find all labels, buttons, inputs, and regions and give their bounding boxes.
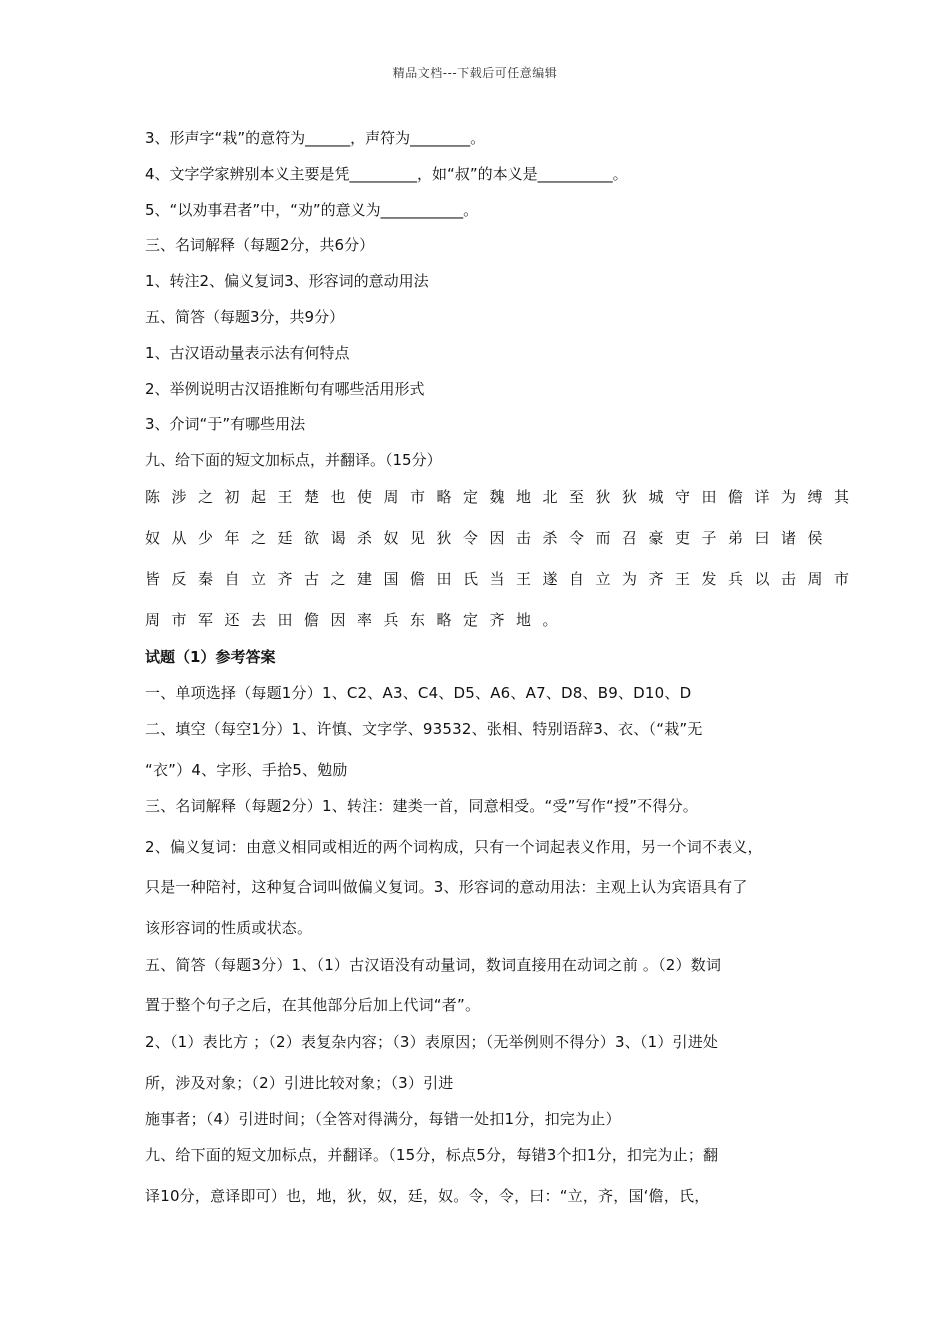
answer-line: 置于整个句子之后，在其他部分后加上代词“者”。 [145,996,481,1014]
answer-line: 五、简答（每题3分）1、（1）古汉语没有动量词，数词直接用在动词之前 。（2）数词 [145,956,722,974]
answer-line: “衣”）4、字形、手拾5、勉励 [145,761,348,779]
section-heading: 九、给下面的短文加标点，并翻译。（15分） [145,451,442,469]
question-line: 2、举例说明古汉语推断句有哪些活用形式 [145,380,425,398]
passage-line: 周市军还去田儋因率兵东略定齐地。 [145,611,570,629]
question-line: 1、古汉语动量表示法有何特点 [145,344,350,362]
answer-title: 试题（1）参考答案 [145,648,276,666]
passage-line: 皆反秦自立齐古之建国儋田氏当王遂自立为齐王发兵以击周市 [145,570,861,588]
answer-line: 三、名词解释（每题2分）1、转注：建类一首，同意相受。“受”写作“授”不得分。 [145,797,698,815]
section-heading: 三、名词解释（每题2分，共6分） [145,236,375,254]
question-line: 3、介词“于”有哪些用法 [145,415,306,433]
answer-line: 所，涉及对象；（2）引进比较对象；（3）引进 [145,1074,454,1092]
answer-line: 一、单项选择（每题1分）1、C2、A3、C4、D5、A6、A7、D8、B9、D10、D [145,684,692,702]
question-line: 3、形声字“栽”的意符为______，声符为________。 [145,129,486,147]
answer-line: 2、（1）表比方 ；（2）表复杂内容；（3）表原因；（无举例则不得分）3、（1）引进处 [145,1033,719,1051]
section-heading: 五、简答（每题3分，共9分） [145,308,345,326]
answer-line: 二、填空（每空1分）1、许慎、文字学、93532、张相、特别语辞3、衣、（“栽”无 [145,720,703,738]
page-header: 精品文档---下载后可任意编辑 [392,66,558,80]
answer-line: 施事者；（4）引进时间；（全答对得满分，每错一处扣1分，扣完为止） [145,1110,621,1128]
question-line: 1、转注2、偏义复词3、形容词的意动用法 [145,272,429,290]
answer-line: 九、给下面的短文加标点，并翻译。（15分，标点5分，每错3个扣1分，扣完为止；翻 [145,1146,719,1164]
passage-line: 奴从少年之廷欲谒杀奴见狄令因击杀令而召豪吏子弟曰诸侯 [145,529,835,547]
passage-line: 陈涉之初起王楚也使周市略定魏地北至狄狄城守田儋详为缚其 [145,488,861,506]
answer-line: 该形容词的性质或状态。 [145,919,313,937]
question-line: 4、文字学家辨别本义主要是凭_________，如“叔”的本义是__________。 [145,165,628,183]
answer-line: 只是一种陪衬，这种复合词叫做偏义复词。3、形容词的意动用法：主观上认为宾语具有了 [145,878,748,896]
answer-line: 2、偏义复词：由意义相同或相近的两个词构成，只有一个词起表义作用，另一个词不表义， [145,838,763,856]
question-line: 5、“以劝事君者”中，“劝”的意义为___________。 [145,201,479,219]
answer-line: 译10分，意译即可）也，地，狄，奴，廷，奴。令，令，曰：“立，齐，国‘儋，氏， [145,1187,710,1205]
